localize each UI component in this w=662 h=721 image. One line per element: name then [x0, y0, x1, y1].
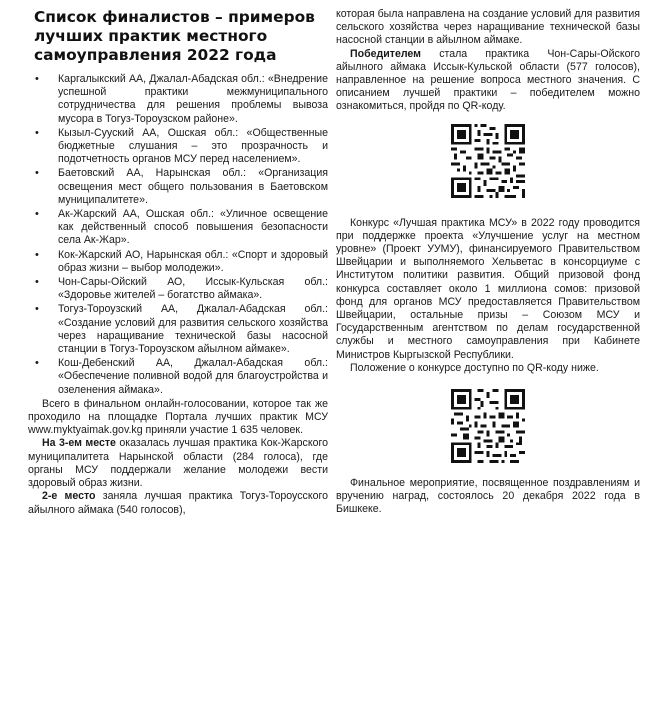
second-place-text: заняла лучшая практика Тогуз-Тороусского айылного аймака (540 голосов),	[28, 490, 328, 516]
second-place-continuation: которая была направлена на создание условий для развития сельского хозяйства через наращивание технической базы насосной станции в айылном аймаке.	[336, 8, 640, 47]
regulation-paragraph: Положение о конкурсе доступно по QR-коду ниже.	[350, 361, 599, 374]
final-event-paragraph: Финальное мероприятие, посвященное поздравлениям и вручению наград, состоялось 20 декабря 2022 года в Бишкеке.	[336, 477, 640, 516]
list-item: • Кызыл-Сууский АА, Ошская обл.: «Общественные бюджетные слушания – это прозрачность и подотчетность органов МСУ перед населением».	[28, 127, 328, 167]
list-item: • Ак-Жарский АА, Ошская обл.: «Уличное освещение как действенный способ повышения безопасности села Ак-Жар».	[28, 208, 328, 248]
list-item: • Кок-Жарский АО, Нарынская обл.: «Спорт и здоровый образ жизни – выбор молодежи».	[28, 249, 328, 275]
third-place-lead: На 3-ем месте	[42, 437, 116, 450]
list-item: • Кош-Дебенский АА, Джалал-Абадская обл.: «Обеспечение поливной водой для благоустройства и озеленения аймака».	[28, 357, 328, 397]
right-column	[336, 0, 640, 517]
contest-paragraph: Конкурс «Лучшая практика МСУ» в 2022 году проводится при поддержке проекта «Улучшение услуг на местном уровне» (Проект УУМУ), финансируемого Правительством Швейцарии и выполняемого Хельветас в консорциуме с Институтом политики развития. Общий призовой фонд конкурса составляет около 1 миллиона сомов: призовой фонд для органов МСУ предоставляется Правительством Швейцарии, остальные призы – Союзом МСУ и Государственным агентством по делам государственной службы и местного самоуправления при Кабинете Министров Кыргызской Республики.	[336, 216, 640, 361]
left-column	[28, 0, 328, 517]
qr-code-regulation[interactable]	[451, 389, 525, 463]
second-place-lead: 2-е место	[42, 490, 96, 503]
winner-paragraph	[336, 48, 640, 114]
finalists-title: Список финалистов – примеров лучших практик местного самоуправления 2022 года	[34, 8, 315, 64]
finalists-list	[28, 73, 328, 397]
list-item: • Баетовский АА, Нарынская обл.: «Организация освещения мест общего пользования в Баетовском муниципалитете».	[28, 167, 328, 207]
winner-lead: Победителем	[350, 47, 422, 60]
winner-text: стала практика Чон-Сары-Ойского айылного аймака Иссык-Кульской области (577 голосов), направленное на решение вопроса местного значения. С описанием лучшей практики – победителем можно ознакомиться, пройдя по QR-коду.	[336, 47, 640, 113]
qr-code-best-practice[interactable]	[451, 124, 525, 198]
third-place-paragraph	[28, 437, 328, 490]
list-item: • Каргалыкский АА, Джалал-Абадская обл.: «Внедрение успешной практики межмуниципального сотрудничества для решения проблемы вывоза мусора в Тогуз-Тороузском районе».	[28, 73, 328, 126]
third-place-text: оказалась лучшая практика Кок-Жарского муниципалитета Нарынской области (284 голоса), где органы МСУ поддержали желание молодежи вести здоровый образ жизни.	[28, 437, 329, 490]
list-item: • Чон-Сары-Ойский АО, Иссык-Кульская обл.: «Здоровье жителей – богатство аймака».	[28, 276, 328, 302]
list-item: • Тогуз-Тороузский АА, Джалал-Абадская обл.: «Создание условий для развития сельского хозяйства через наращивание технической базы насосной станции в Тогуз-Тороузском айылном аймаке».	[28, 303, 328, 356]
voting-paragraph: Всего в финальном онлайн-голосовании, которое так же проходило на площадке Портала лучших практик МСУ www.myktyaimak.gov.kg приняли участие 1 635 человек.	[28, 397, 328, 437]
second-place-paragraph	[28, 490, 328, 516]
